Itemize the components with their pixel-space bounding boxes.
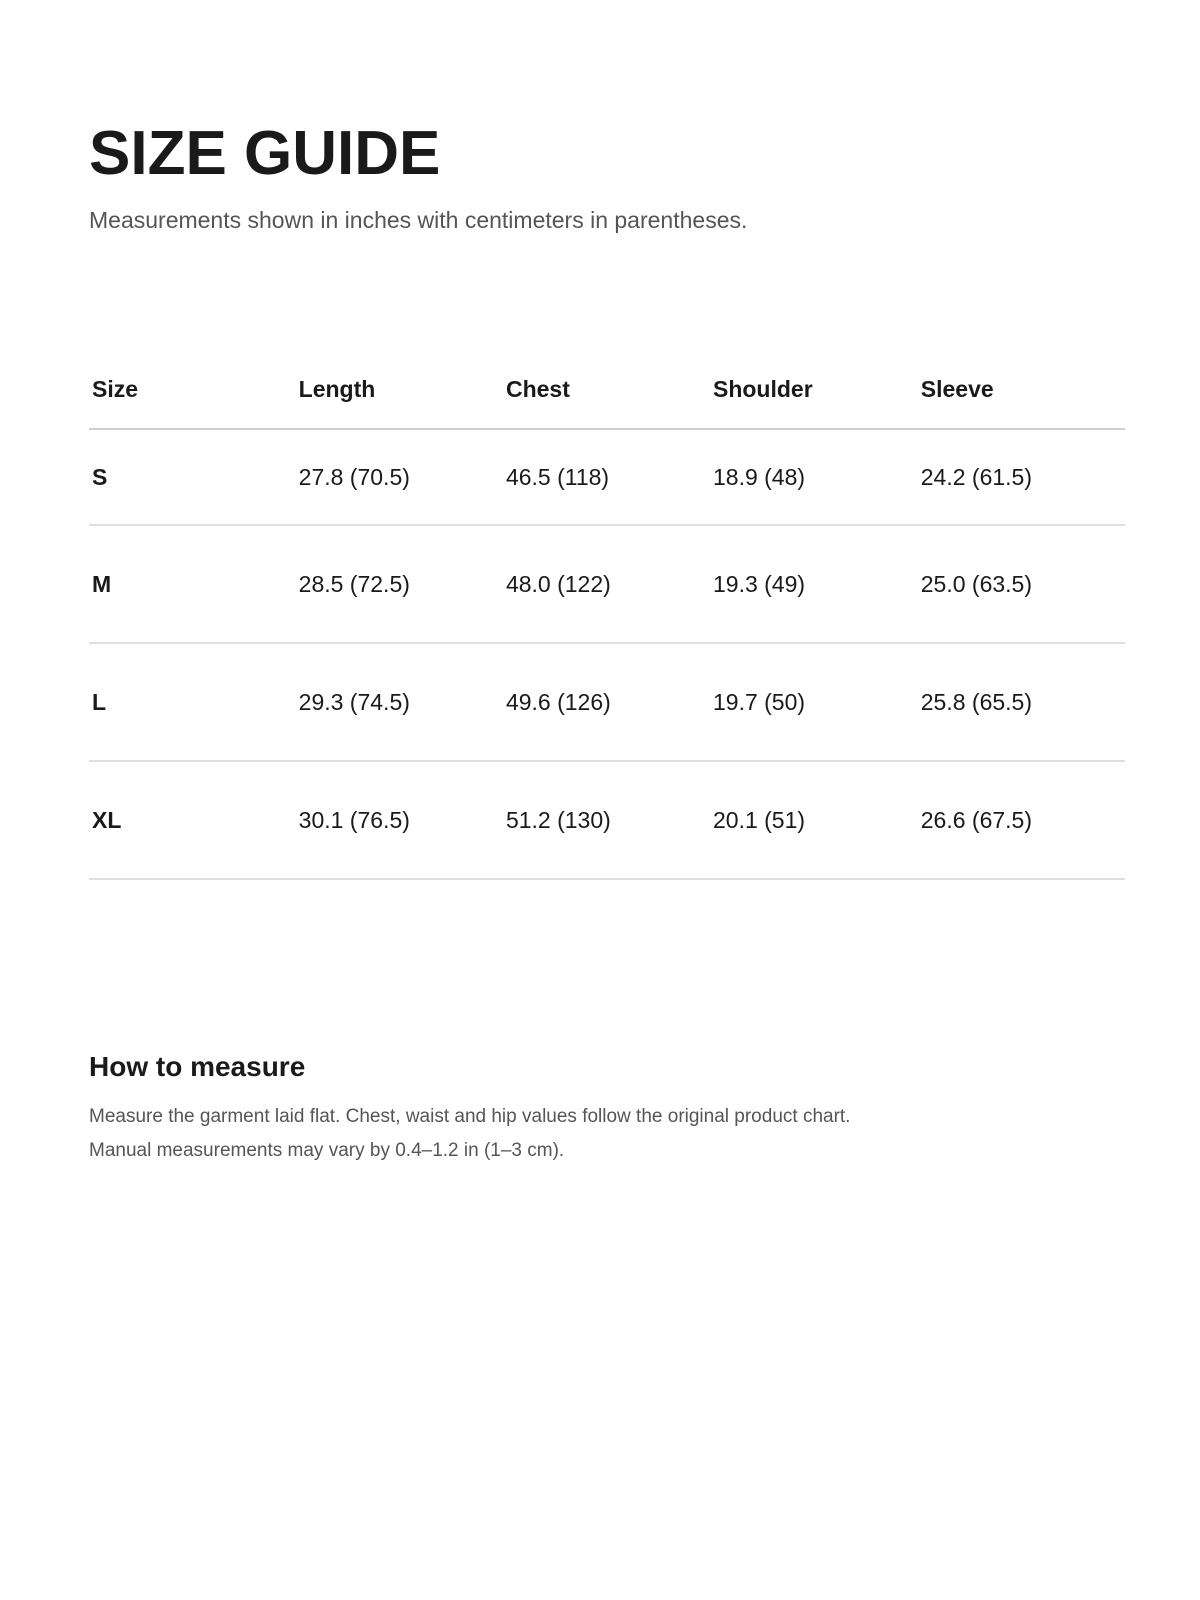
- size-table-header: [89, 350, 1125, 429]
- column-header-sleeve: Sleeve: [918, 350, 1125, 429]
- sleeve-cell: 24.2 (61.5): [918, 429, 1125, 525]
- size-cell: S: [89, 429, 296, 525]
- shoulder-cell: 19.7 (50): [710, 643, 918, 761]
- column-header-chest: Chest: [503, 350, 710, 429]
- length-cell: 27.8 (70.5): [296, 429, 503, 525]
- size-table: [89, 350, 1125, 880]
- size-cell: M: [89, 525, 296, 643]
- size-table-body: [89, 429, 1125, 879]
- column-header-length: Length: [296, 350, 503, 429]
- chest-cell: 51.2 (130): [503, 761, 710, 879]
- table-row: [89, 643, 1125, 761]
- shoulder-cell: 19.3 (49): [710, 525, 918, 643]
- sleeve-cell: 25.0 (63.5): [918, 525, 1125, 643]
- table-row: [89, 761, 1125, 879]
- measure-instruction-line: Measure the garment laid flat. Chest, waist and hip values follow the original product chart.: [89, 1106, 851, 1127]
- how-to-measure-text: [89, 1100, 850, 1168]
- length-cell: 29.3 (74.5): [296, 643, 503, 761]
- shoulder-cell: 18.9 (48): [710, 429, 918, 525]
- page-subtitle: Measurements shown in inches with centimeters in parentheses.: [89, 207, 748, 233]
- sleeve-cell: 25.8 (65.5): [918, 643, 1125, 761]
- chest-cell: 48.0 (122): [503, 525, 710, 643]
- table-row: [89, 429, 1125, 525]
- page-title: SIZE GUIDE: [89, 119, 441, 188]
- size-cell: L: [89, 643, 296, 761]
- column-header-size: Size: [89, 350, 296, 429]
- header-row: [89, 350, 1125, 429]
- chest-cell: 46.5 (118): [503, 429, 710, 525]
- column-header-shoulder: Shoulder: [710, 350, 918, 429]
- sleeve-cell: 26.6 (67.5): [918, 761, 1125, 879]
- shoulder-cell: 20.1 (51): [710, 761, 918, 879]
- chest-cell: 49.6 (126): [503, 643, 710, 761]
- length-cell: 30.1 (76.5): [296, 761, 503, 879]
- how-to-measure-heading: How to measure: [89, 1051, 306, 1082]
- table-row: [89, 525, 1125, 643]
- measure-tolerance-line: Manual measurements may vary by 0.4–1.2 in (1–3 cm).: [89, 1140, 565, 1161]
- size-cell: XL: [89, 761, 296, 879]
- length-cell: 28.5 (72.5): [296, 525, 503, 643]
